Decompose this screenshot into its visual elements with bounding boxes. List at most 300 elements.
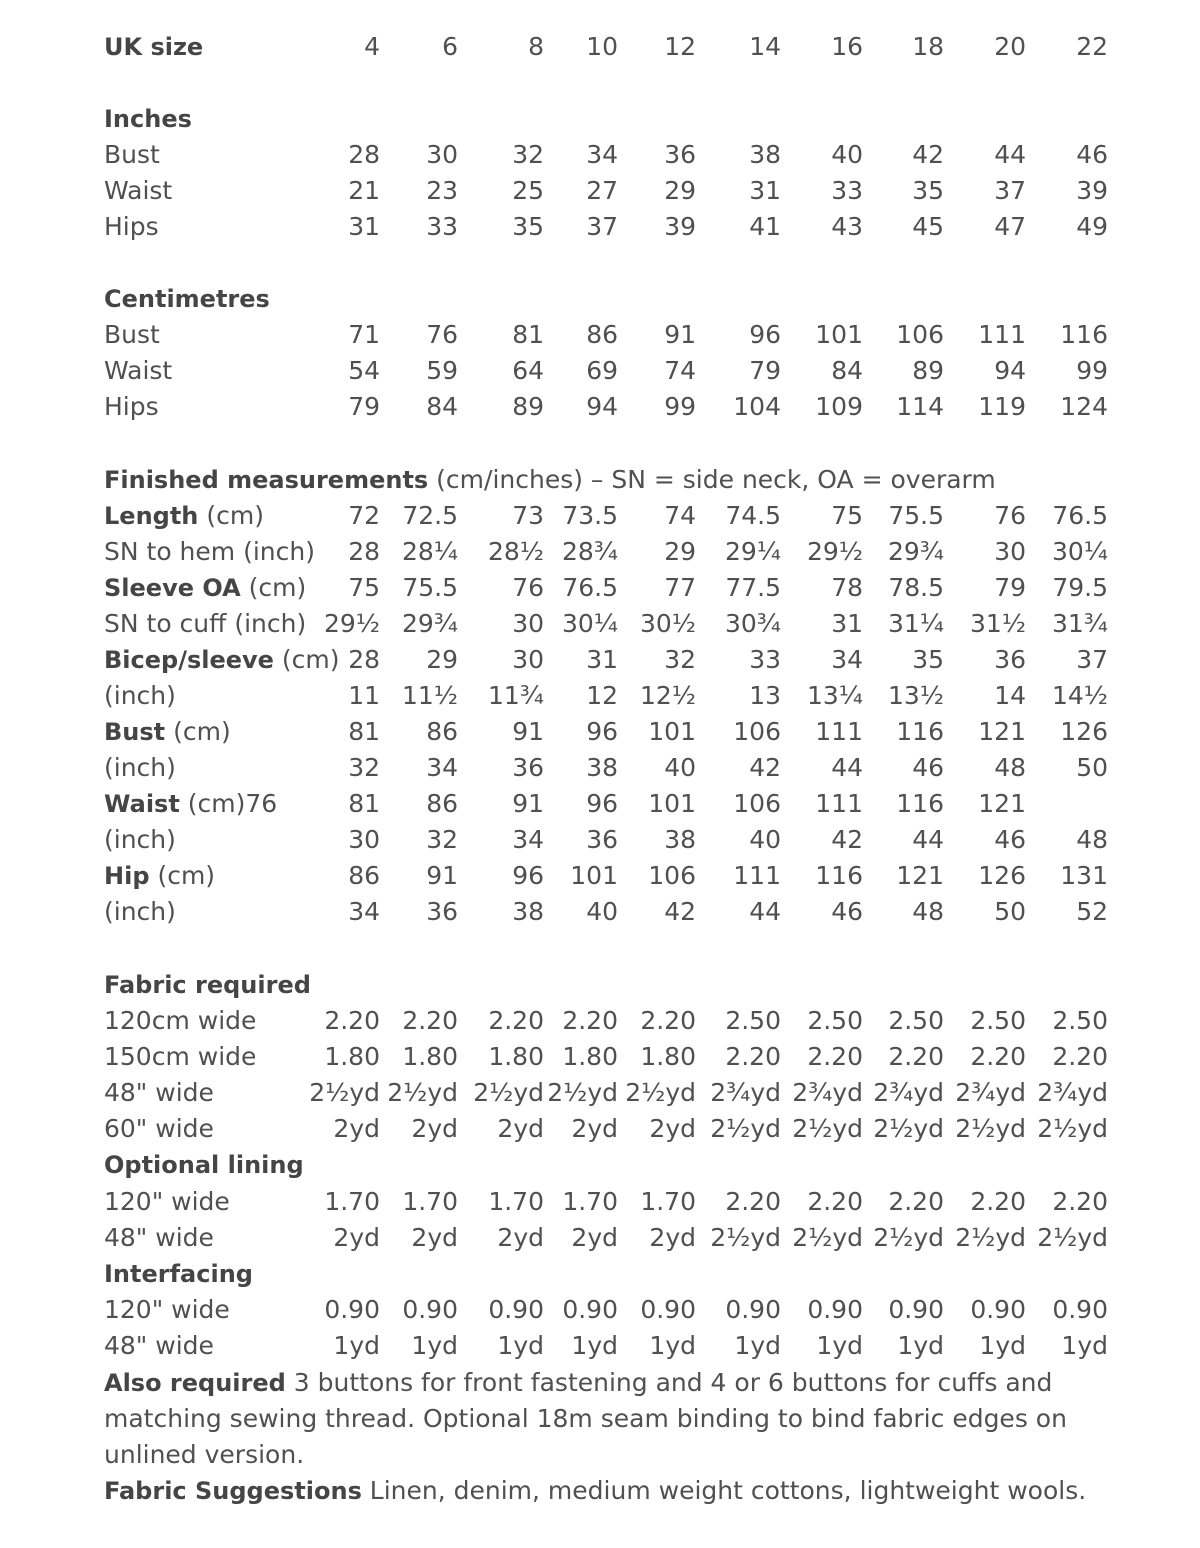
measurement-value: 30¼ xyxy=(561,609,618,638)
size-value: 16 xyxy=(831,32,863,61)
row-label: 120" wide xyxy=(104,1295,230,1324)
measurement-value: 29¾ xyxy=(401,609,458,638)
row-label xyxy=(104,570,306,606)
measurement-value: 2½yd xyxy=(710,1114,781,1143)
measurement-value: 99 xyxy=(664,392,696,421)
measurement-value: 2.20 xyxy=(640,1006,696,1035)
interfacing-heading: Interfacing xyxy=(104,1260,253,1288)
measurement-value: 79 xyxy=(749,356,781,385)
measurement-value: 2.20 xyxy=(888,1042,944,1071)
measurement-value: 44 xyxy=(831,753,863,782)
measurement-value: 41 xyxy=(749,212,781,241)
row-label-text: (cm) xyxy=(149,861,216,890)
measurement-value: 1.70 xyxy=(562,1187,618,1216)
measurement-value: 74.5 xyxy=(725,501,781,530)
measurement-value: 50 xyxy=(994,897,1026,926)
measurement-value: 111 xyxy=(815,789,863,818)
measurement-value: 131 xyxy=(1060,861,1108,890)
measurement-value: 106 xyxy=(733,789,781,818)
measurement-value: 29½ xyxy=(323,609,380,638)
measurement-value: 2¾yd xyxy=(792,1078,863,1107)
fabric-heading-row xyxy=(104,967,1108,1003)
size-value: 14 xyxy=(749,32,781,61)
finished-heading-rest: (cm/inches) – SN = side neck, OA = overarm xyxy=(428,465,996,494)
measurement-value: 30 xyxy=(348,825,380,854)
row-label-text: (inch) xyxy=(104,681,176,710)
interfacing-row xyxy=(104,1292,1108,1328)
inches-heading: Inches xyxy=(104,105,192,133)
row-label-bold: Waist xyxy=(104,790,180,818)
row-label-bold: Sleeve OA xyxy=(104,574,241,602)
measurement-value: 2.20 xyxy=(488,1006,544,1035)
measurement-value: 96 xyxy=(512,861,544,890)
row-label-bold: Hip xyxy=(104,862,150,890)
measurement-value: 30 xyxy=(426,140,458,169)
centimetres-heading-row xyxy=(104,281,1108,317)
measurement-value: 2½yd xyxy=(1037,1223,1108,1252)
measurement-value: 49 xyxy=(1076,212,1108,241)
row-label-text: (cm)76 xyxy=(179,789,278,818)
measurement-value: 86 xyxy=(426,717,458,746)
measurement-value: 2½yd xyxy=(792,1223,863,1252)
measurement-value: 73.5 xyxy=(562,501,618,530)
measurement-value: 119 xyxy=(978,392,1026,421)
measurement-value: 37 xyxy=(586,212,618,241)
measurement-value: 30¾ xyxy=(724,609,781,638)
measurement-value: 46 xyxy=(994,825,1026,854)
measurement-value: 32 xyxy=(426,825,458,854)
fabric-row xyxy=(104,1111,1108,1147)
measurement-value: 2.20 xyxy=(970,1187,1026,1216)
measurement-value: 23 xyxy=(426,176,458,205)
measurement-value: 2¾yd xyxy=(1037,1078,1108,1107)
measurement-value: 30½ xyxy=(639,609,696,638)
measurement-value: 48 xyxy=(912,897,944,926)
measurement-value: 1.70 xyxy=(402,1187,458,1216)
measurement-value: 11½ xyxy=(401,681,458,710)
measurement-value: 71 xyxy=(348,320,380,349)
finished-row xyxy=(104,570,1108,606)
also-required-label: Also required xyxy=(104,1369,286,1397)
measurement-value: 101 xyxy=(648,717,696,746)
measurement-value: 2yd xyxy=(649,1114,696,1143)
measurement-value: 94 xyxy=(994,356,1026,385)
measurement-value: 0.90 xyxy=(970,1295,1026,1324)
row-label-text: (cm) xyxy=(273,645,340,674)
lining-row xyxy=(104,1184,1108,1220)
measurement-value: 29¼ xyxy=(724,537,781,566)
measurement-value: 96 xyxy=(586,717,618,746)
measurement-value: 44 xyxy=(994,140,1026,169)
measurement-value: 86 xyxy=(348,861,380,890)
lining-heading: Optional lining xyxy=(104,1151,304,1179)
row-label: 48" wide xyxy=(104,1223,214,1252)
measurement-value: 2½yd xyxy=(309,1078,380,1107)
measurement-value: 28½ xyxy=(487,537,544,566)
measurement-value: 48 xyxy=(994,753,1026,782)
measurement-value: 96 xyxy=(749,320,781,349)
measurement-value: 36 xyxy=(426,897,458,926)
measurement-value: 2½yd xyxy=(625,1078,696,1107)
measurement-value: 46 xyxy=(1076,140,1108,169)
measurement-value: 75 xyxy=(831,501,863,530)
measurement-value: 2.20 xyxy=(807,1187,863,1216)
measurement-value: 2½yd xyxy=(710,1223,781,1252)
measurement-value: 2.50 xyxy=(1052,1006,1108,1035)
measurement-value: 14 xyxy=(994,681,1026,710)
measurement-value: 34 xyxy=(426,753,458,782)
interfacing-row xyxy=(104,1328,1108,1364)
measurement-value: 34 xyxy=(512,825,544,854)
measurement-value: 124 xyxy=(1060,392,1108,421)
measurement-value: 33 xyxy=(749,645,781,674)
measurement-value: 74 xyxy=(664,501,696,530)
measurement-value: 91 xyxy=(512,789,544,818)
measurement-value: 76.5 xyxy=(562,573,618,602)
measurement-value: 1.70 xyxy=(324,1187,380,1216)
measurement-value: 52 xyxy=(1076,897,1108,926)
measurement-value: 48 xyxy=(1076,825,1108,854)
finished-row xyxy=(104,534,1108,570)
measurement-value: 109 xyxy=(815,392,863,421)
measurement-value: 86 xyxy=(586,320,618,349)
row-label: Bust xyxy=(104,320,160,349)
measurement-value: 2.20 xyxy=(725,1042,781,1071)
measurement-value: 42 xyxy=(749,753,781,782)
measurement-value: 28 xyxy=(348,140,380,169)
size-value: 6 xyxy=(442,32,458,61)
row-label: Waist xyxy=(104,176,173,205)
measurement-value: 111 xyxy=(815,717,863,746)
measurement-value: 2½yd xyxy=(955,1223,1026,1252)
row-label-text: (inch) xyxy=(104,897,176,926)
finished-row xyxy=(104,606,1108,642)
finished-row xyxy=(104,678,1108,714)
measurement-value: 54 xyxy=(348,356,380,385)
measurement-value: 76 xyxy=(994,501,1026,530)
measurement-value: 45 xyxy=(912,212,944,241)
measurement-value: 32 xyxy=(664,645,696,674)
measurement-value: 21 xyxy=(348,176,380,205)
measurement-value: 30 xyxy=(994,537,1026,566)
measurement-value: 73 xyxy=(512,501,544,530)
measurement-value: 89 xyxy=(912,356,944,385)
inches-heading-row xyxy=(104,101,1108,137)
row-label: Hips xyxy=(104,392,159,421)
measurement-value: 1.80 xyxy=(562,1042,618,1071)
measurement-value: 99 xyxy=(1076,356,1108,385)
measurement-value: 0.90 xyxy=(1052,1295,1108,1324)
measurement-value: 91 xyxy=(512,717,544,746)
measurement-value: 40 xyxy=(664,753,696,782)
row-label: Waist xyxy=(104,356,173,385)
measurement-value: 44 xyxy=(749,897,781,926)
measurement-value: 2.50 xyxy=(970,1006,1026,1035)
row-label xyxy=(104,498,264,534)
also-required-text: 3 buttons for front fastening and 4 or 6 buttons for cuffs and matching sewing thread. Optional 18m seam binding to bind fabric edges on unlined version. xyxy=(104,1368,1067,1469)
measurement-value: 37 xyxy=(1076,645,1108,674)
measurement-value: 44 xyxy=(912,825,944,854)
measurement-value: 2yd xyxy=(333,1223,380,1252)
measurement-value: 36 xyxy=(586,825,618,854)
lining-row xyxy=(104,1220,1108,1256)
measurement-value: 0.90 xyxy=(402,1295,458,1324)
measurement-value: 59 xyxy=(426,356,458,385)
uk-size-row xyxy=(104,29,1108,65)
measurement-value: 94 xyxy=(586,392,618,421)
measurement-value: 106 xyxy=(733,717,781,746)
size-value: 12 xyxy=(664,32,696,61)
measurement-value: 33 xyxy=(426,212,458,241)
row-label xyxy=(104,534,315,570)
measurement-value: 81 xyxy=(348,717,380,746)
measurement-value: 84 xyxy=(831,356,863,385)
measurement-value: 81 xyxy=(512,320,544,349)
measurement-value: 79 xyxy=(348,392,380,421)
measurement-value: 14½ xyxy=(1051,681,1108,710)
measurement-value: 0.90 xyxy=(562,1295,618,1324)
measurement-value: 116 xyxy=(815,861,863,890)
measurement-value: 50 xyxy=(1076,753,1108,782)
measurement-value: 0.90 xyxy=(888,1295,944,1324)
measurement-value: 30¼ xyxy=(1051,537,1108,566)
measurement-value: 30 xyxy=(512,645,544,674)
measurement-value: 32 xyxy=(512,140,544,169)
measurement-value: 2.20 xyxy=(725,1187,781,1216)
measurement-value: 1yd xyxy=(571,1331,618,1360)
measurement-value: 106 xyxy=(896,320,944,349)
measurement-value: 75.5 xyxy=(402,573,458,602)
measurement-value: 78.5 xyxy=(888,573,944,602)
measurement-value: 2.20 xyxy=(1052,1042,1108,1071)
measurement-value: 13 xyxy=(749,681,781,710)
measurement-value: 2.50 xyxy=(888,1006,944,1035)
row-label-bold: Length xyxy=(104,502,199,530)
measurement-value: 1yd xyxy=(411,1331,458,1360)
inches-bust-row xyxy=(104,137,1108,173)
measurement-value: 31 xyxy=(348,212,380,241)
measurement-value: 86 xyxy=(426,789,458,818)
measurement-value: 31½ xyxy=(969,609,1026,638)
measurement-value: 2½yd xyxy=(873,1114,944,1143)
measurement-value: 114 xyxy=(896,392,944,421)
measurement-value: 126 xyxy=(1060,717,1108,746)
measurement-value: 106 xyxy=(648,861,696,890)
row-label: 60" wide xyxy=(104,1114,214,1143)
row-label: 48" wide xyxy=(104,1078,214,1107)
measurement-value: 2.20 xyxy=(562,1006,618,1035)
measurement-value: 28 xyxy=(348,537,380,566)
measurement-value: 35 xyxy=(912,176,944,205)
measurement-value: 69 xyxy=(586,356,618,385)
measurement-value: 36 xyxy=(994,645,1026,674)
measurement-value: 2½yd xyxy=(547,1078,618,1107)
measurement-value: 2yd xyxy=(497,1114,544,1143)
measurement-value: 75.5 xyxy=(888,501,944,530)
row-label xyxy=(104,606,306,642)
measurement-value: 28¼ xyxy=(401,537,458,566)
measurement-value: 32 xyxy=(348,753,380,782)
measurement-value: 36 xyxy=(512,753,544,782)
measurement-value: 1yd xyxy=(1061,1331,1108,1360)
row-label: 120cm wide xyxy=(104,1006,257,1035)
measurement-value: 2¾yd xyxy=(873,1078,944,1107)
measurement-value: 29 xyxy=(664,537,696,566)
finished-heading-bold: Finished measurements xyxy=(104,466,429,494)
finished-row xyxy=(104,714,1108,750)
fabric-suggestions-paragraph xyxy=(104,1473,1104,1509)
row-label-text: (inch) xyxy=(104,825,176,854)
measurement-value: 33 xyxy=(831,176,863,205)
measurement-value: 1.70 xyxy=(488,1187,544,1216)
finished-row xyxy=(104,498,1108,534)
measurement-value: 2.20 xyxy=(324,1006,380,1035)
lining-heading-row xyxy=(104,1147,1108,1183)
measurement-value: 1.80 xyxy=(324,1042,380,1071)
measurement-value: 0.90 xyxy=(324,1295,380,1324)
measurement-value: 1yd xyxy=(734,1331,781,1360)
measurement-value: 2.20 xyxy=(970,1042,1026,1071)
finished-row xyxy=(104,894,1108,930)
measurement-value: 29 xyxy=(426,645,458,674)
measurement-value: 1.80 xyxy=(640,1042,696,1071)
measurement-value: 2¾yd xyxy=(710,1078,781,1107)
measurement-value: 111 xyxy=(978,320,1026,349)
row-label xyxy=(104,750,176,786)
finished-row xyxy=(104,858,1108,894)
measurement-value: 47 xyxy=(994,212,1026,241)
measurement-value: 31¾ xyxy=(1051,609,1108,638)
measurement-value: 79.5 xyxy=(1052,573,1108,602)
measurement-value: 2½yd xyxy=(1037,1114,1108,1143)
inches-waist-row xyxy=(104,173,1108,209)
measurement-value: 2.20 xyxy=(1052,1187,1108,1216)
measurement-value: 101 xyxy=(815,320,863,349)
measurement-value: 2yd xyxy=(411,1223,458,1252)
finished-row xyxy=(104,642,1108,678)
row-label xyxy=(104,678,176,714)
measurement-value: 11 xyxy=(348,681,380,710)
measurement-value: 2.20 xyxy=(402,1006,458,1035)
measurement-value: 121 xyxy=(978,789,1026,818)
measurement-value: 29¾ xyxy=(887,537,944,566)
measurement-value: 31¼ xyxy=(887,609,944,638)
measurement-value: 46 xyxy=(912,753,944,782)
measurement-value: 79 xyxy=(994,573,1026,602)
fabric-suggestions-label: Fabric Suggestions xyxy=(104,1477,362,1505)
finished-row xyxy=(104,750,1108,786)
measurement-value: 40 xyxy=(831,140,863,169)
measurement-value: 35 xyxy=(912,645,944,674)
measurement-value: 34 xyxy=(348,897,380,926)
measurement-value: 2yd xyxy=(571,1114,618,1143)
cm-hips-row xyxy=(104,389,1108,425)
measurement-value: 1.70 xyxy=(640,1187,696,1216)
measurement-value: 31 xyxy=(749,176,781,205)
measurement-value: 38 xyxy=(664,825,696,854)
cm-bust-row xyxy=(104,317,1108,353)
fabric-row xyxy=(104,1075,1108,1111)
measurement-value: 101 xyxy=(648,789,696,818)
measurement-value: 2½yd xyxy=(387,1078,458,1107)
measurement-value: 2.50 xyxy=(807,1006,863,1035)
measurement-value: 2yd xyxy=(571,1223,618,1252)
row-label-text: SN to cuff (inch) xyxy=(104,609,307,638)
size-value: 22 xyxy=(1076,32,1108,61)
measurement-value: 2½yd xyxy=(873,1223,944,1252)
measurement-value: 27 xyxy=(586,176,618,205)
row-label-text: SN to hem (inch) xyxy=(104,537,315,566)
measurement-value: 2½yd xyxy=(473,1078,544,1107)
measurement-value: 1yd xyxy=(333,1331,380,1360)
cm-waist-row xyxy=(104,353,1108,389)
measurement-value: 77.5 xyxy=(725,573,781,602)
measurement-value: 76 xyxy=(426,320,458,349)
measurement-value: 38 xyxy=(512,897,544,926)
measurement-value: 12 xyxy=(586,681,618,710)
row-label: Bust xyxy=(104,140,160,169)
measurement-value: 2.20 xyxy=(888,1187,944,1216)
fabric-suggestions-text: Linen, denim, medium weight cottons, lightweight wools. xyxy=(361,1476,1087,1505)
measurement-value: 75 xyxy=(348,573,380,602)
measurement-value: 28 xyxy=(348,645,380,674)
interfacing-heading-row xyxy=(104,1256,1108,1292)
measurement-value: 121 xyxy=(978,717,1026,746)
measurement-value: 37 xyxy=(994,176,1026,205)
row-label: Hips xyxy=(104,212,159,241)
measurement-value: 46 xyxy=(831,897,863,926)
measurement-value: 2½yd xyxy=(955,1114,1026,1143)
measurement-value: 78 xyxy=(831,573,863,602)
row-label: 48" wide xyxy=(104,1331,214,1360)
measurement-value: 40 xyxy=(749,825,781,854)
measurement-value: 81 xyxy=(348,789,380,818)
measurement-value: 12½ xyxy=(639,681,696,710)
size-value: 8 xyxy=(528,32,544,61)
measurement-value: 34 xyxy=(831,645,863,674)
measurement-value: 2yd xyxy=(333,1114,380,1143)
measurement-value: 111 xyxy=(733,861,781,890)
measurement-value: 1yd xyxy=(649,1331,696,1360)
measurement-value: 1yd xyxy=(897,1331,944,1360)
measurement-value: 1yd xyxy=(816,1331,863,1360)
measurement-value: 13½ xyxy=(887,681,944,710)
measurement-value: 77 xyxy=(664,573,696,602)
measurement-value: 116 xyxy=(896,789,944,818)
measurement-value: 2yd xyxy=(497,1223,544,1252)
row-label-text: (inch) xyxy=(104,753,176,782)
measurement-value: 31 xyxy=(831,609,863,638)
row-label-text: (cm) xyxy=(165,717,231,746)
row-label xyxy=(104,714,231,750)
measurement-value: 2.20 xyxy=(807,1042,863,1071)
measurement-value: 1.80 xyxy=(488,1042,544,1071)
row-label-text: (cm) xyxy=(240,573,307,602)
measurement-value: 38 xyxy=(586,753,618,782)
size-value: 18 xyxy=(912,32,944,61)
measurement-value: 29½ xyxy=(806,537,863,566)
fabric-row xyxy=(104,1003,1108,1039)
measurement-value: 89 xyxy=(512,392,544,421)
row-label: 150cm wide xyxy=(104,1042,257,1071)
fabric-row xyxy=(104,1039,1108,1075)
row-label xyxy=(104,786,277,822)
measurement-value: 104 xyxy=(733,392,781,421)
measurement-value: 29 xyxy=(664,176,696,205)
also-required-paragraph xyxy=(104,1365,1104,1473)
row-label: 120" wide xyxy=(104,1187,230,1216)
measurement-value: 74 xyxy=(664,356,696,385)
